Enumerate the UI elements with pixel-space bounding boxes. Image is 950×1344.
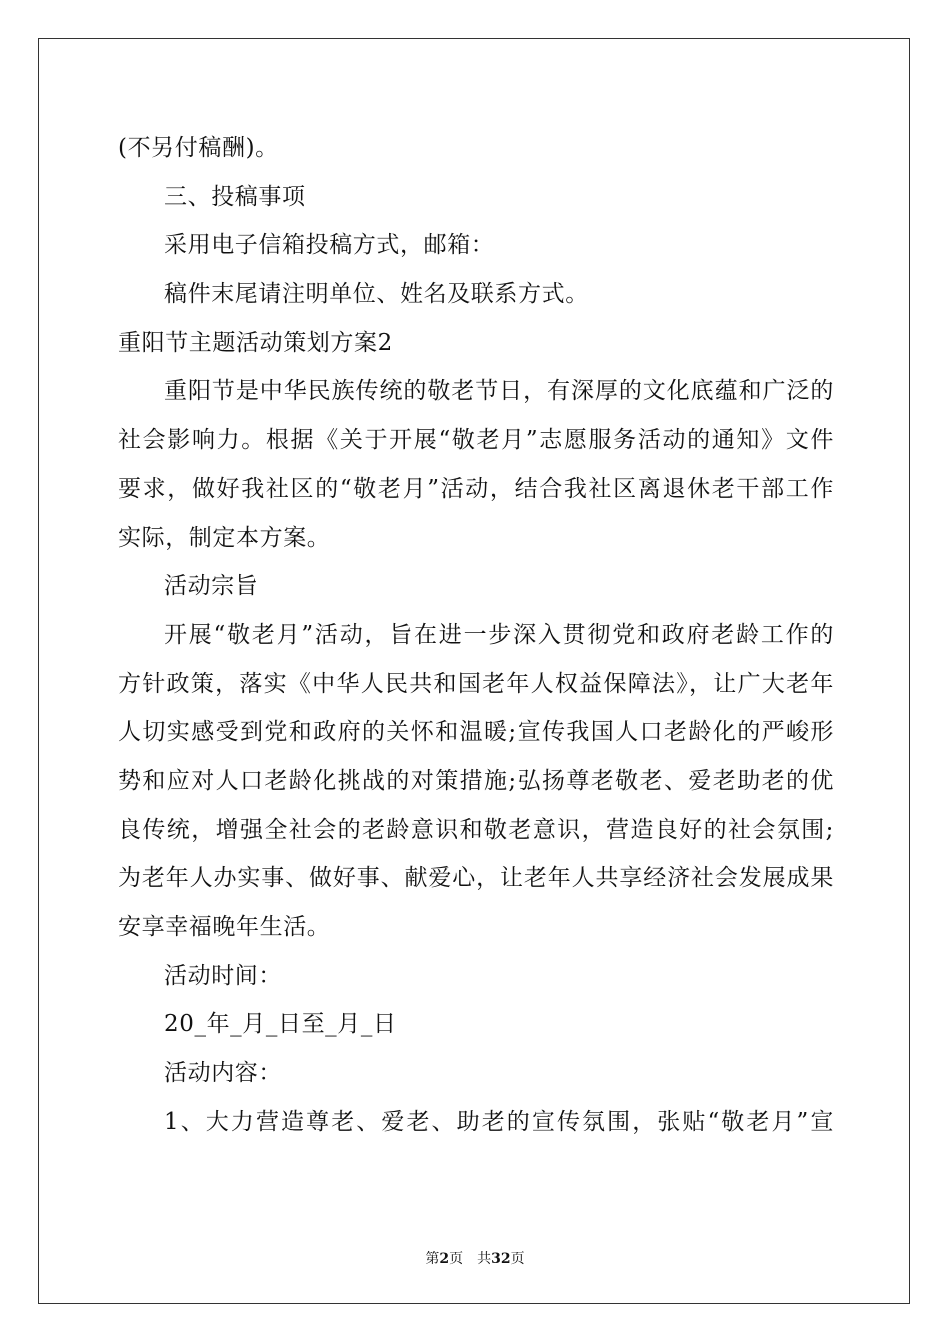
total-prefix: 共 (477, 1251, 492, 1267)
text-line: 重阳节是中华民族传统的敬老节日，有深厚的文化底蕴和广泛的 (164, 378, 834, 405)
section-heading: 重阳节主题活动策划方案2 (118, 329, 393, 356)
text-line: 人切实感受到党和政府的关怀和温暖;宣传我国人口老龄化的严峻形 (118, 719, 834, 746)
text-line: 社会影响力。根据《关于开展“敬老月”志愿服务活动的通知》文件 (118, 427, 834, 454)
text-line: 开展“敬老月”活动，旨在进一步深入贯彻党和政府老龄工作的 (164, 621, 834, 648)
text-line: 活动内容： (164, 1060, 282, 1087)
text-line: 方针政策，落实《中华人民共和国老年人权益保障法》，让广大老年 (118, 670, 834, 697)
text-line: 安享幸福晚年生活。 (118, 914, 331, 940)
text-line: 20_年_月_日至_月_日 (164, 1011, 397, 1038)
page-number: 2 (439, 1251, 450, 1267)
text-line: 稿件末尾请注明单位、姓名及联系方式。 (164, 281, 589, 308)
document-body (118, 124, 834, 1146)
text-line: 活动时间： (164, 962, 282, 989)
page-prefix: 第 (425, 1251, 440, 1267)
text-line: 实际，制定本方案。 (118, 524, 331, 551)
text-line: (不另付稿酬)。 (118, 135, 279, 161)
text-line: 要求，做好我社区的“敬老月”活动，结合我社区离退休老干部工作 (118, 475, 834, 502)
total-pages: 32 (491, 1251, 511, 1267)
total-suffix: 页 (510, 1251, 525, 1267)
text-line: 三、投稿事项 (164, 183, 306, 210)
text-line: 采用电子信箱投稿方式，邮箱： (164, 232, 495, 259)
page-footer (0, 1248, 950, 1268)
text-line: 1、大力营造尊老、爱老、助老的宣传氛围，张贴“敬老月”宣 (164, 1108, 834, 1135)
text-line: 势和应对人口老龄化挑战的对策措施;弘扬尊老敬老、爱老助老的优 (118, 767, 834, 794)
text-line: 良传统，增强全社会的老龄意识和敬老意识，营造良好的社会氛围; (118, 816, 834, 843)
page-suffix: 页 (449, 1251, 464, 1267)
text-line: 活动宗旨 (164, 573, 259, 600)
text-line: 为老年人办实事、做好事、献爱心，让老年人共享经济社会发展成果 (118, 865, 834, 892)
